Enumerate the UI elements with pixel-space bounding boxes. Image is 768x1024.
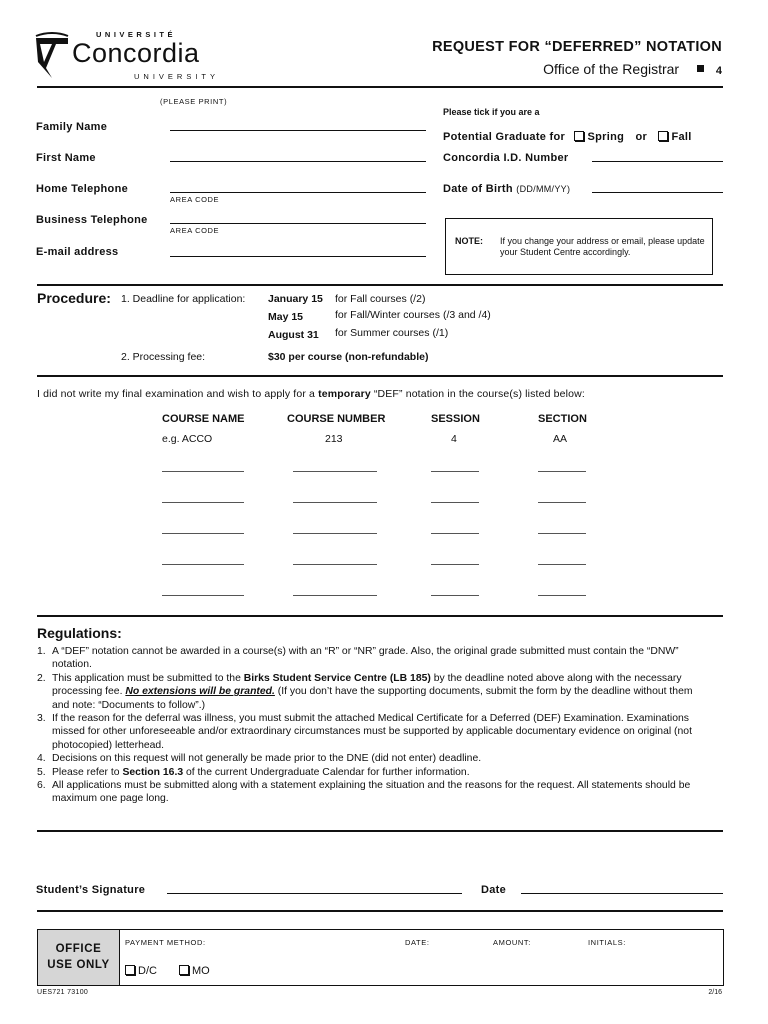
signature-field[interactable]: [167, 893, 462, 894]
dc-checkbox[interactable]: [125, 965, 157, 977]
regulation-text: of the current Undergraduate Calendar for further information.: [183, 766, 470, 778]
session-field[interactable]: [431, 502, 479, 503]
fall-checkbox-icon: [658, 131, 668, 141]
payment-method-label: PAYMENT METHOD:: [125, 938, 206, 947]
note-label: NOTE:: [455, 236, 483, 246]
deadline-desc-may: for Fall/Winter courses (/3 and /4): [335, 309, 491, 321]
office-use-box: [37, 929, 724, 986]
first-name-label: First Name: [36, 152, 96, 164]
business-area-code-label: AREA CODE: [170, 226, 220, 235]
signature-label: Student’s Signature: [36, 884, 146, 896]
section-field[interactable]: [538, 595, 586, 596]
example-course-number: 213: [325, 433, 343, 445]
info-divider: [37, 284, 723, 286]
regulation-text: This application must be submitted to the: [52, 672, 244, 684]
date-of-birth-label: Date of Birth: [443, 183, 513, 195]
email-field[interactable]: [170, 256, 426, 257]
office-label-line1: OFFICE: [55, 943, 102, 955]
potential-graduate-row: [443, 131, 692, 143]
course-number-field[interactable]: [293, 471, 377, 472]
office-label-line2: USE ONLY: [47, 959, 110, 971]
regulation-item: 4. Decisions on this request will not generally be made prior to the DNE (did not enter) deadline.: [37, 753, 482, 765]
section-field[interactable]: [538, 533, 586, 534]
tick-note: Please tick if you are a: [443, 107, 540, 117]
session-field[interactable]: [431, 595, 479, 596]
form-code: 4: [715, 65, 722, 77]
def-statement-bold: temporary: [318, 388, 371, 400]
regulation-bold: Section 16.3: [122, 766, 184, 778]
signature-divider: [37, 910, 723, 912]
date-of-birth-row: [443, 183, 570, 195]
course-number-header: COURSE NUMBER: [287, 413, 386, 425]
regulation-text: (If you don’t have the supporting documents, submit the form by the deadline without them and note: “Documents to follow”.): [52, 686, 693, 711]
home-area-code-label: AREA CODE: [170, 195, 220, 204]
regulation-item: 1. A “DEF” notation cannot be awarded in a course(s) with an “R” or “NR” grade. Also, the original grade submitted must contain the “DNW” notation.: [37, 646, 679, 671]
course-name-header: COURSE NAME: [162, 413, 245, 425]
dob-format: (DD/MM/YY): [516, 184, 571, 194]
bullet-square-icon: [697, 65, 704, 72]
header-divider: [37, 86, 723, 88]
concordia-id-label: Concordia I.D. Number: [443, 152, 569, 164]
example-session: 4: [451, 433, 457, 445]
regulation-text: Decisions on this request will not generally be made prior to the DNE (did not enter) deadline.: [52, 753, 482, 765]
email-label: E-mail address: [36, 246, 119, 258]
fall-label: Fall: [671, 131, 692, 143]
def-statement-before: I did not write my final examination and wish to apply for a: [37, 388, 319, 400]
family-name-label: Family Name: [36, 121, 108, 133]
mo-checkbox[interactable]: [179, 965, 210, 977]
spring-label: Spring: [587, 131, 625, 143]
office-use-label: [38, 930, 120, 985]
regulation-item: 2. This application must be submitted to the Birks Student Service Centre (LB 185) by the deadline noted above along with the necessary processing fee. No extensions will be granted. (If you don’t have the supporting documents, submit the form by the deadline without them and note: “Documents to follow”.): [37, 672, 693, 711]
regulation-item: 3. If the reason for the deferral was illness, you must submit the attached Medical Certificate for a Deferred (DEF) Examination. Examinations missed for other unforeseeable and/or extraordinary circumstances must be supported by applicable documentary evidence on original (not photocopied) letterhead.: [37, 713, 692, 751]
session-field[interactable]: [431, 564, 479, 565]
session-header: SESSION: [431, 413, 480, 425]
def-statement-after: “DEF” notation in the course(s) listed below:: [370, 388, 585, 400]
course-number-field[interactable]: [293, 564, 377, 565]
business-telephone-label: Business Telephone: [36, 214, 148, 226]
business-telephone-field[interactable]: [170, 223, 426, 224]
course-name-field[interactable]: [162, 471, 244, 472]
form-code-footer: UES721 73100: [37, 989, 89, 996]
example-section: AA: [553, 433, 568, 445]
procedure-divider: [37, 375, 723, 377]
office-date-label: DATE:: [405, 938, 430, 947]
regulation-item: 5. Please refer to Section 16.3 of the current Undergraduate Calendar for further information.: [37, 766, 470, 778]
logo: [34, 30, 224, 82]
regulation-text: A “DEF” notation cannot be awarded in a course(s) with an “R” or “NR” grade. Also, the original grade submitted must contain the “DNW” notation.: [52, 646, 679, 671]
regulations-list: [37, 645, 709, 806]
deadline-desc-aug: for Summer courses (/1): [335, 327, 449, 339]
regulations-heading: Regulations:: [37, 625, 122, 641]
family-name-field[interactable]: [170, 130, 426, 131]
note-box: [445, 218, 713, 275]
section-field[interactable]: [538, 502, 586, 503]
home-telephone-label: Home Telephone: [36, 183, 129, 195]
def-statement: [37, 388, 585, 400]
logo-name: Concordia: [72, 38, 200, 68]
first-name-field[interactable]: [170, 161, 426, 162]
regulations-divider: [37, 830, 723, 832]
course-name-field[interactable]: [162, 533, 244, 534]
mo-checkbox-icon: [179, 965, 189, 975]
registrar-label: Office of the Registrar: [543, 61, 680, 77]
office-initials-label: INITIALS:: [588, 938, 626, 947]
signature-date-label: Date: [481, 884, 507, 896]
please-print-note: (PLEASE PRINT): [160, 97, 228, 106]
regulation-text: If the reason for the deferral was illness, you must submit the attached Medical Certificate for a Deferred (DEF) Examination. Examinations missed for other unforeseeable and/or extraordinary circumstances must be supported by applicable documentary evidence on original (not photocopied) letterhead.: [52, 713, 692, 751]
logo-bottom-text: UNIVERSITY: [134, 72, 220, 81]
section-field[interactable]: [538, 564, 586, 565]
form-version-footer: 2/16: [708, 989, 722, 996]
home-telephone-field[interactable]: [170, 192, 426, 193]
dc-checkbox-icon: [125, 965, 135, 975]
session-field[interactable]: [431, 471, 479, 472]
regulation-text: by the deadline noted above along with the necessary processing fee.: [52, 672, 682, 698]
logo-top-text: UNIVERSITÉ: [96, 30, 177, 39]
course-number-field[interactable]: [293, 502, 377, 503]
deadline-date-may: May 15: [268, 311, 304, 323]
procedure-heading: Procedure:: [37, 290, 111, 306]
course-name-field[interactable]: [162, 502, 244, 503]
dc-label: D/C: [138, 965, 157, 977]
concordia-shield-icon: [34, 32, 70, 80]
regulation-bold: Birks Student Service Centre (LB 185): [243, 672, 431, 684]
concordia-id-field[interactable]: [592, 161, 723, 162]
no-extensions-note: No extensions will be granted.: [125, 686, 275, 698]
regulation-item: 6. All applications must be submitted along with a statement explaining the situation and the reasons for the request. All statements should be maximum one page long.: [37, 780, 691, 805]
or-label: or: [635, 131, 648, 143]
spring-checkbox-icon: [574, 131, 584, 141]
office-amount-label: AMOUNT:: [493, 938, 531, 947]
page-subtitle: [543, 61, 722, 77]
potential-graduate-label: Potential Graduate for: [443, 131, 566, 143]
date-of-birth-field[interactable]: [592, 192, 723, 193]
section-header: SECTION: [538, 413, 587, 425]
regulation-text: Please refer to: [52, 766, 123, 778]
courses-divider: [37, 615, 723, 617]
section-field[interactable]: [538, 471, 586, 472]
course-number-field[interactable]: [293, 595, 377, 596]
processing-fee-value: $30 per course (non-refundable): [268, 351, 429, 363]
note-text: If you change your address or email, please update your Student Centre accordingly.: [500, 236, 705, 257]
fall-checkbox[interactable]: [658, 131, 691, 143]
deadline-date-jan: January 15: [268, 293, 323, 305]
signature-date-field[interactable]: [521, 893, 723, 894]
regulation-text: All applications must be submitted along with a statement explaining the situation and the reasons for the request. All statements should be maximum one page long.: [52, 780, 691, 805]
processing-fee-item: 2. Processing fee:: [121, 351, 206, 363]
mo-label: MO: [192, 965, 210, 977]
course-number-field[interactable]: [293, 533, 377, 534]
course-name-field[interactable]: [162, 595, 244, 596]
page-title: REQUEST FOR “DEFERRED” NOTATION: [432, 39, 722, 55]
session-field[interactable]: [431, 533, 479, 534]
course-name-field[interactable]: [162, 564, 244, 565]
example-course-name: e.g. ACCO: [162, 433, 213, 445]
spring-checkbox[interactable]: [574, 131, 624, 143]
deadline-desc-jan: for Fall courses (/2): [335, 293, 426, 305]
deadline-item: 1. Deadline for application:: [121, 293, 246, 305]
deadline-date-aug: August 31: [268, 329, 319, 341]
